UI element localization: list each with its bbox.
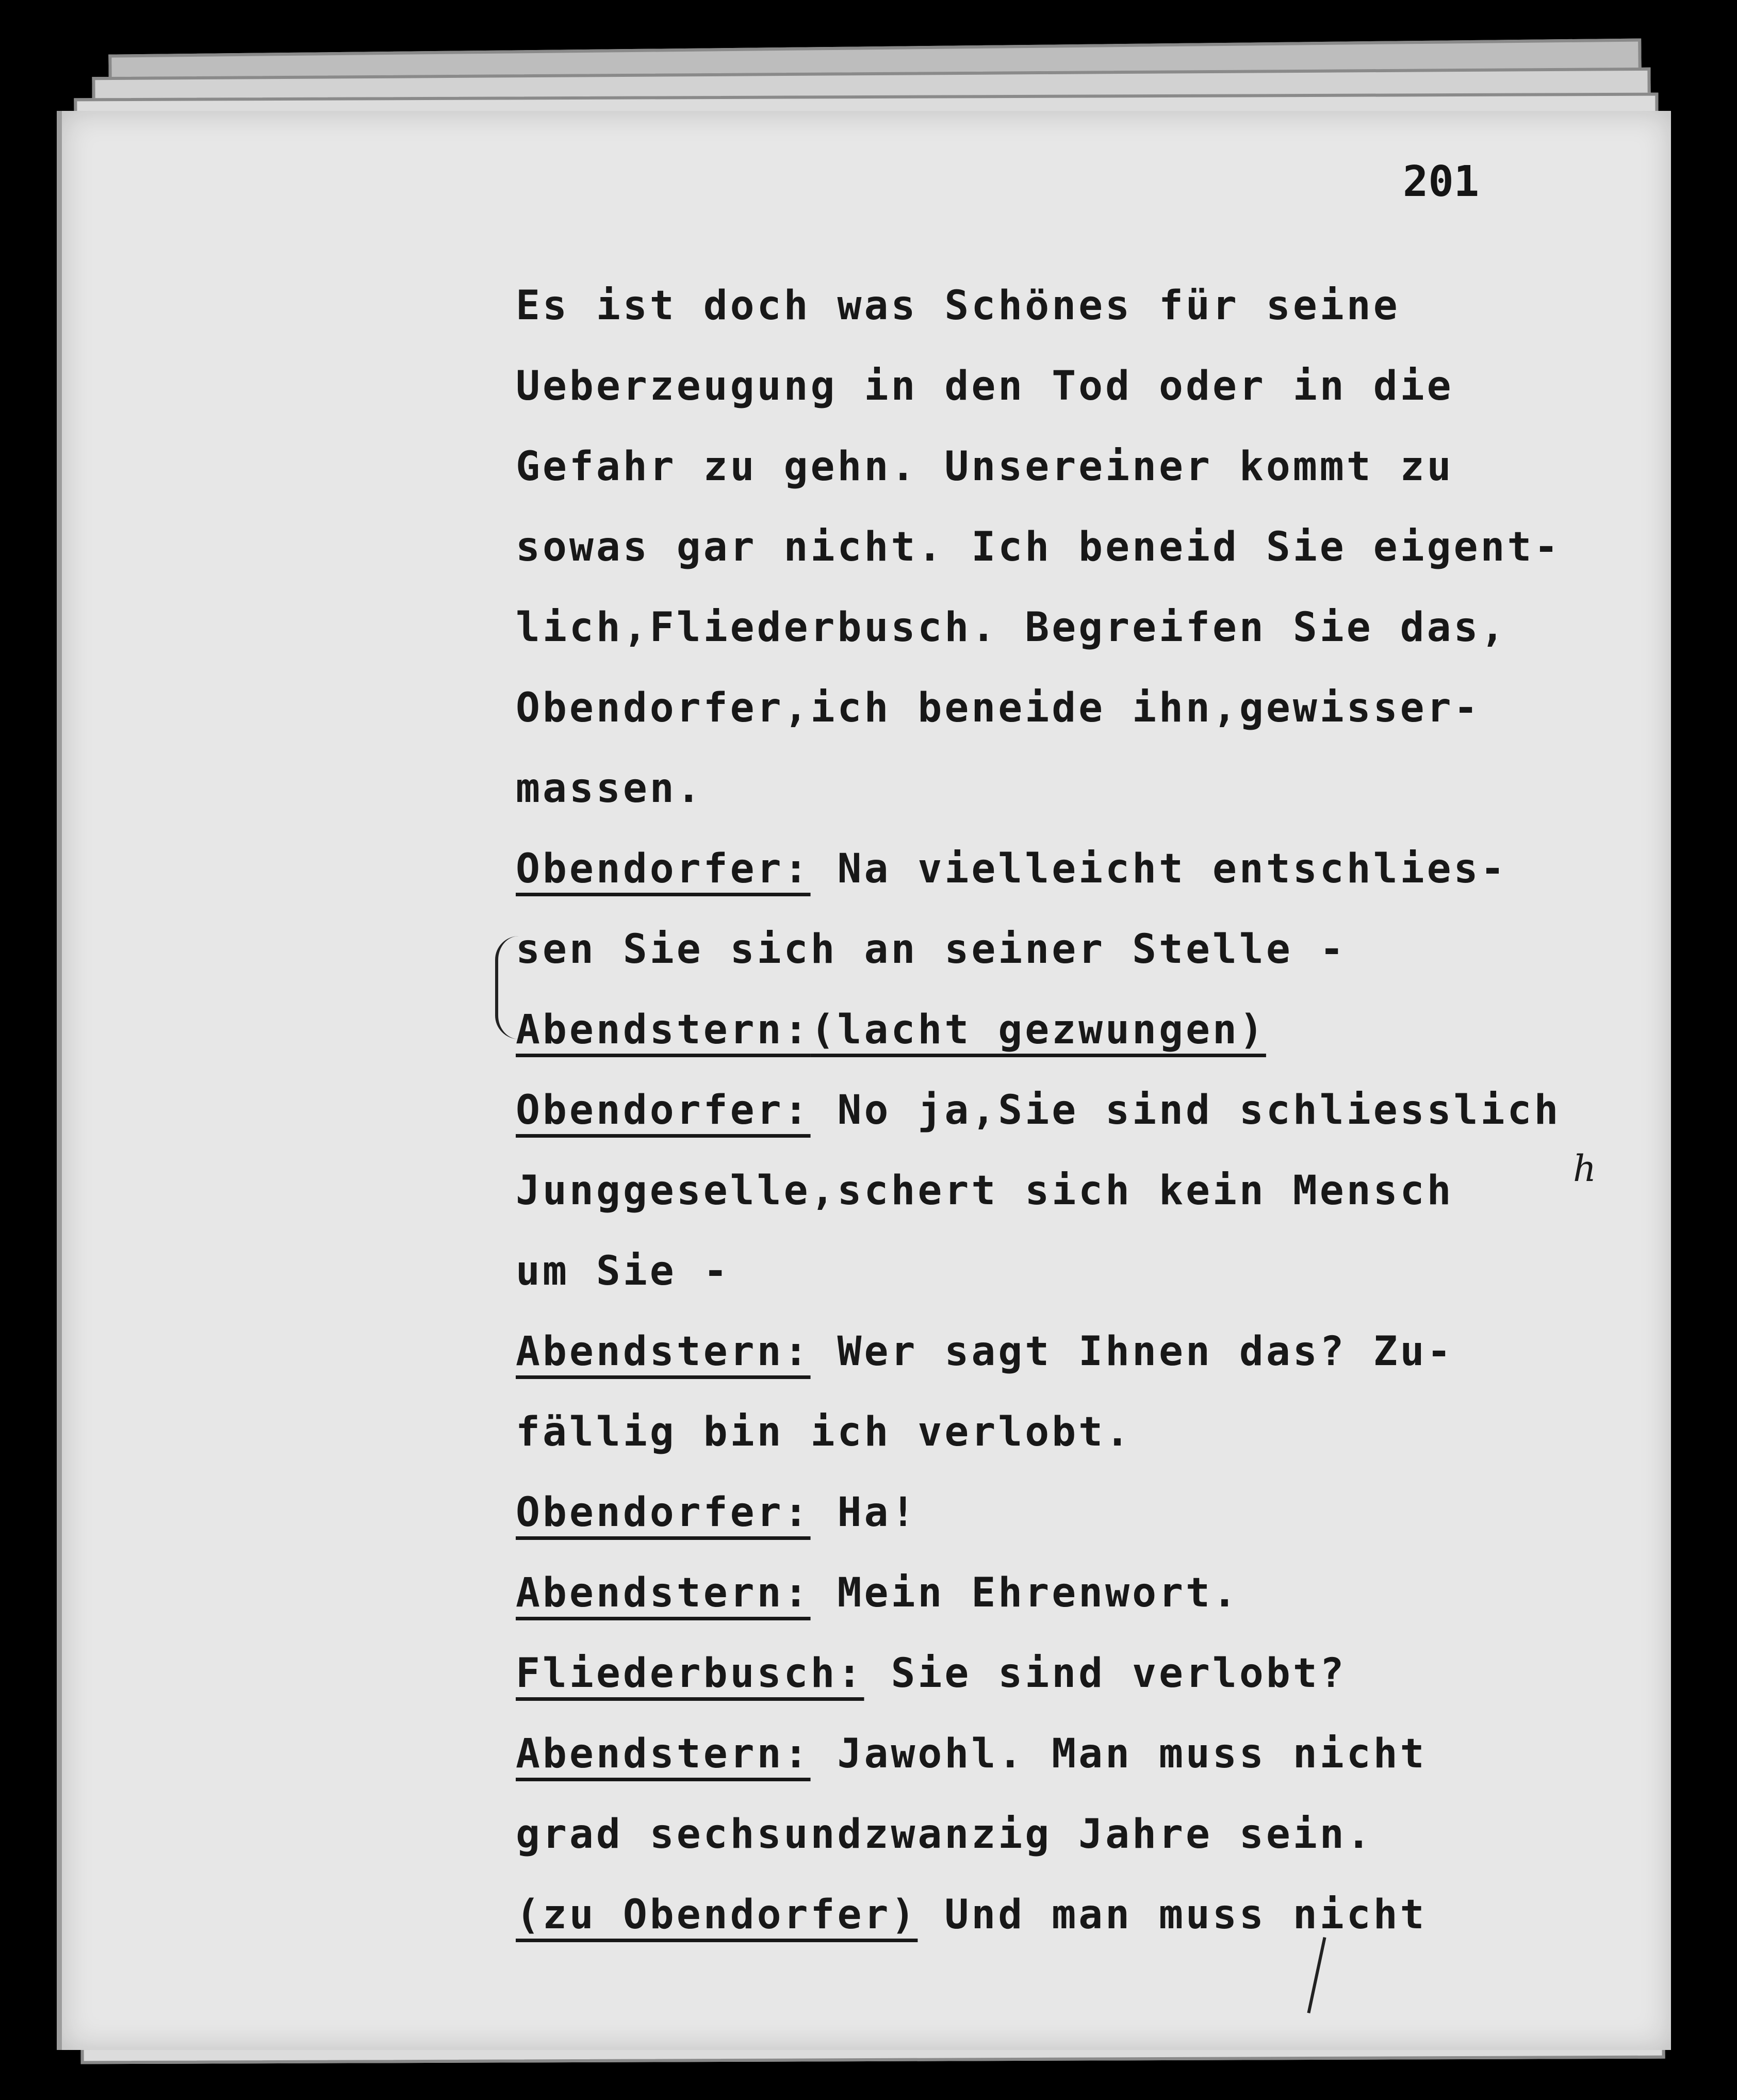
text-line: lich,Fliederbusch. Begreifen Sie das, [516,604,1507,651]
dialogue-line: Obendorfer: Ha! [516,1489,918,1536]
page-number: 201 [1403,157,1480,206]
text-line: um Sie - [516,1248,730,1294]
dialogue-line: Obendorfer: No ja,Sie sind schliesslich [516,1087,1561,1134]
speaker-name: Obendorfer: [516,846,811,892]
speaker-name: Obendorfer: [516,1087,811,1134]
dialogue-line: Abendstern: Mein Ehrenwort. [516,1570,1239,1616]
text-line: grad sechsundzwanzig Jahre sein. [516,1811,1373,1858]
speaker-name: Abendstern: [516,1570,811,1616]
dialogue-line [516,990,1650,1070]
typed-text-block [516,266,1650,1955]
text-line: Gefahr zu gehn. Unsereiner kommt zu [516,444,1454,490]
speaker-name: Abendstern: [516,1731,811,1777]
stage-direction: (lacht gezwungen) [810,1007,1266,1053]
speaker-name: Obendorfer: [516,1489,811,1536]
dialogue-line: Fliederbusch: Sie sind verlobt? [516,1650,1347,1697]
text-line: massen. [516,765,703,812]
text-line: sen Sie sich an seiner Stelle - [516,926,1347,973]
stage-direction: (zu Obendorfer) [516,1892,918,1938]
text-line: Es ist doch was Schönes für seine [516,283,1400,329]
handwritten-correction: h [1573,1147,1597,1190]
text-line: fällig bin ich verlobt. [516,1409,1133,1455]
dialogue-line: Abendstern: Wer sagt Ihnen das? Zu- [516,1328,1454,1375]
speaker-name: Abendstern: [516,1007,811,1053]
document-page [57,111,1671,2050]
dialogue-line: Obendorfer: Na vielleicht entschlies- [516,846,1507,892]
text-line: Ueberzeugung in den Tod oder in die [516,363,1454,409]
text-line: sowas gar nicht. Ich beneid Sie eigent- [516,524,1561,570]
dialogue-line: Abendstern: Jawohl. Man muss nicht [516,1731,1427,1777]
speaker-name: Abendstern: [516,1328,811,1375]
text-line: Obendorfer,ich beneide ihn,gewisser- [516,685,1481,731]
dialogue-line: (zu Obendorfer) Und man muss nicht [516,1892,1427,1938]
text-line: Junggeselle,schert sich kein Mensch [516,1168,1454,1214]
speaker-name: Fliederbusch: [516,1650,864,1697]
